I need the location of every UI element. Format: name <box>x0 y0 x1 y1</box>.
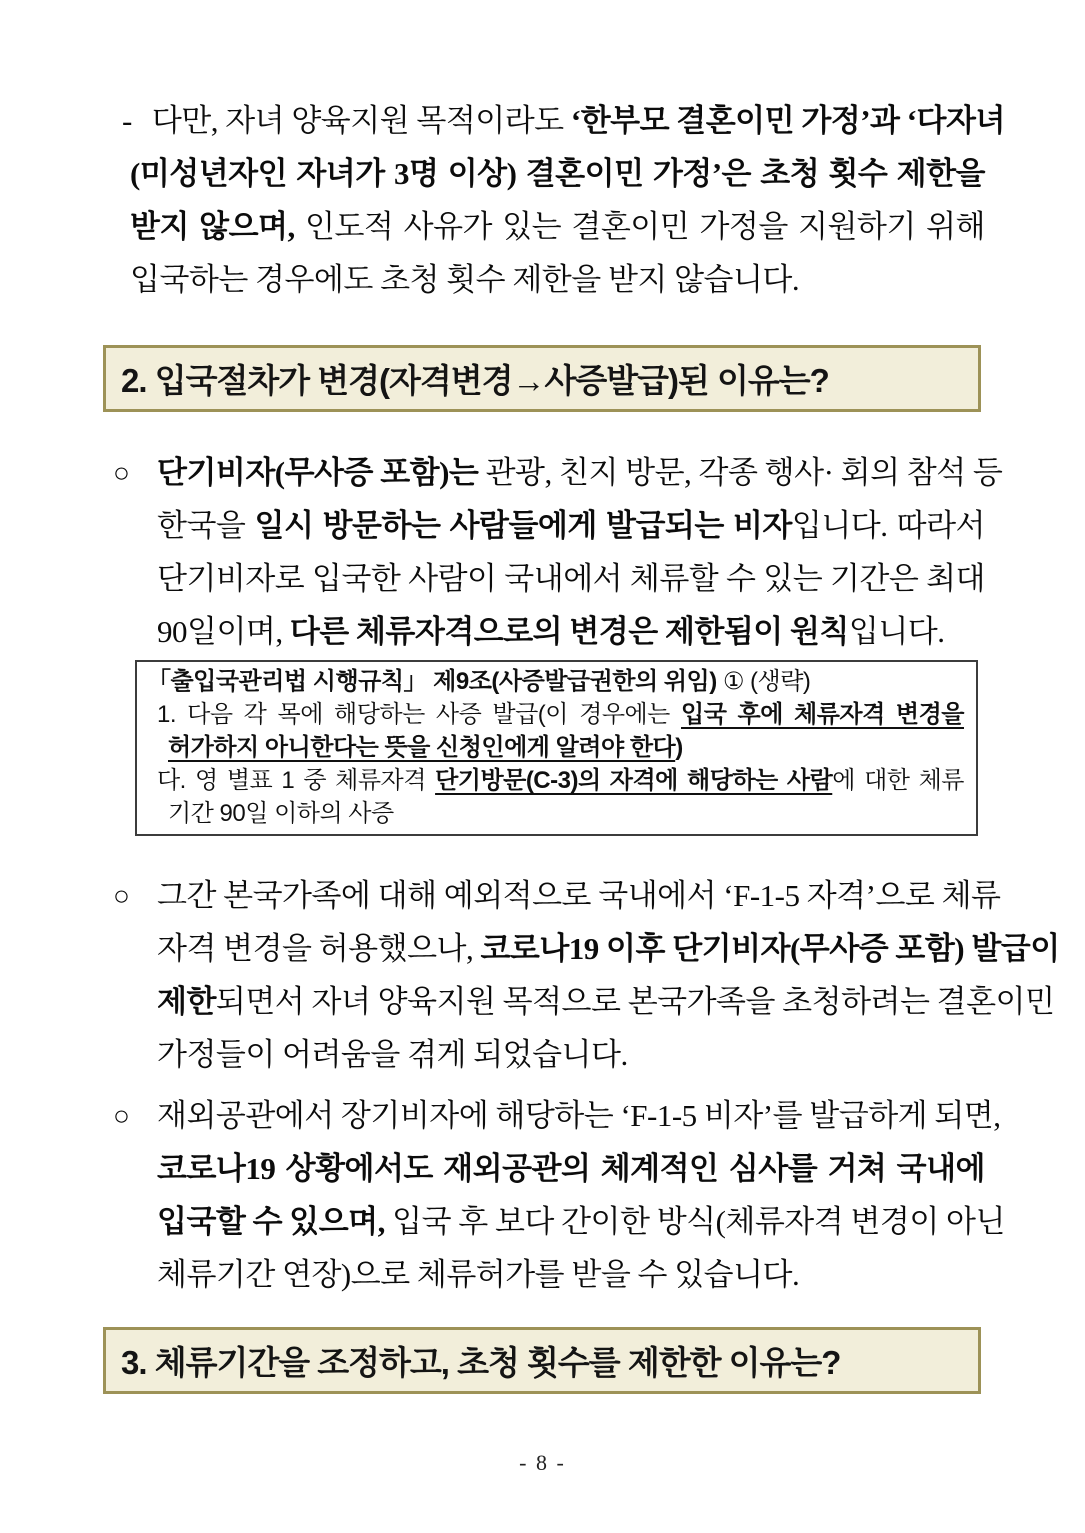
text-segment: 기간 90일 이하의 사증 <box>168 800 394 827</box>
text-segment: 단기비자로 입국한 사람이 국내에서 체류할 수 있는 기간은 최대 <box>157 561 985 596</box>
dash-bullet: - <box>122 103 132 138</box>
text-segment: ‘한부모 결혼이민 가정’과 ‘다자녀 <box>570 103 1005 138</box>
law-line <box>145 797 964 830</box>
question-heading-3-label: 3. 체류기간을 조정하고, 초청 횟수를 제한한 이유는? <box>121 1344 841 1381</box>
paragraph-f15-status-change <box>113 869 1060 1081</box>
text-segment: 입국하는 경우에도 초청 횟수 제한을 받지 않습니다. <box>130 262 800 297</box>
text-segment: 단기방문(C-3)의 자격에 해당하는 사람 <box>435 767 833 794</box>
law-line <box>145 731 964 764</box>
text-segment: 체류기간 연장)으로 체류허가를 받을 수 있습니다. <box>157 1257 800 1292</box>
page-number: - 8 - <box>519 1450 566 1475</box>
text-line <box>157 1142 985 1195</box>
paragraph-f15-visa-issuance <box>113 1089 1005 1301</box>
text-segment: 입국할 수 있으며, <box>157 1204 385 1239</box>
text-segment: 관광, 친지 방문, 각종 행사· 회의 참석 등 <box>478 455 1003 490</box>
text-line <box>157 552 985 605</box>
circle-bullet: ○ <box>113 458 130 489</box>
text-segment: 인도적 사유가 있는 결혼이민 가정을 지원하기 위해 <box>294 209 985 244</box>
text-line <box>157 922 1060 975</box>
text-segment: 입니다. 따라서 <box>791 508 985 543</box>
text-segment: 90일이며, <box>157 614 290 649</box>
circle-bullet: ○ <box>113 881 130 912</box>
circle-bullet: ○ <box>113 1101 130 1132</box>
text-line <box>157 1028 985 1081</box>
text-segment: 1. 다음 각 목에 해당하는 사증 발급(이 경우에는 <box>157 701 682 728</box>
text-segment: 다른 체류자격으로의 변경은 제한됨이 원칙 <box>289 614 849 649</box>
text-segment: 한국을 <box>157 508 255 543</box>
text-line <box>157 605 985 658</box>
text-segment: (미성년자인 자녀가 3명 이상) 결혼이민 가정’은 초청 횟수 제한을 <box>130 156 985 191</box>
text-segment: 받지 않으며, <box>130 209 295 244</box>
text-line <box>157 446 1003 499</box>
text-segment: 입국 후 보다 간이한 방식(체류자격 변경이 아닌 <box>384 1204 1005 1239</box>
text-line <box>157 1089 1001 1142</box>
text-segment: 코로나19 상황에서도 재외공관의 체계적인 심사를 거쳐 국내에 <box>157 1151 985 1186</box>
law-line <box>145 764 964 797</box>
text-segment: 되면서 자녀 양육지원 목적으로 본국가족을 초청하려는 결혼이민 <box>215 984 1055 1019</box>
text-line <box>122 253 985 306</box>
text-line <box>122 147 985 200</box>
text-segment: 에 대한 체류 <box>832 767 964 794</box>
text-segment: 자격 변경을 허용했으나, <box>157 931 481 966</box>
question-heading-2 <box>103 345 981 412</box>
text-segment: ① (생략) <box>716 668 811 695</box>
text-line <box>122 200 985 253</box>
text-segment: 가정들이 어려움을 겪게 되었습니다. <box>157 1037 628 1072</box>
text-line <box>157 1195 1005 1248</box>
text-segment: 그간 본국가족에 대해 예외적으로 국내에서 ‘F-1-5 자격’으로 체류 <box>157 878 1001 913</box>
text-line <box>157 975 1055 1028</box>
law-line <box>145 698 964 731</box>
text-segment: 재외공관에서 장기비자에 해당하는 ‘F-1-5 비자’를 발급하게 되면, <box>157 1098 1001 1133</box>
text-segment: 제한 <box>157 984 216 1019</box>
text-segment: 허가하지 아니한다는 뜻을 신청인에게 알려야 한다 <box>168 734 676 761</box>
paragraph-exception-families <box>122 94 1005 306</box>
text-segment: 입니다. <box>848 614 945 649</box>
text-line <box>157 1248 985 1301</box>
text-segment: 다. 영 별표 1 중 체류자격 <box>157 767 436 794</box>
text-segment: ) <box>675 734 683 761</box>
text-line <box>157 869 1001 922</box>
question-heading-2-label: 2. 입국절차가 변경(자격변경→사증발급)된 이유는? <box>121 362 829 399</box>
text-segment: 코로나19 이후 단기비자(무사증 포함) 발급이 <box>480 931 1060 966</box>
law-line <box>145 665 964 698</box>
text-segment: 「출입국관리법 시행규칙」 제9조(사증발급권한의 위임) <box>147 668 717 695</box>
text-line <box>122 94 1005 147</box>
text-line <box>157 499 985 552</box>
text-segment: 일시 방문하는 사람들에게 발급되는 비자 <box>254 508 792 543</box>
paragraph-short-term-visa <box>113 446 1003 658</box>
law-excerpt-box <box>135 660 978 836</box>
text-segment: 다만, 자녀 양육지원 목적이라도 <box>151 103 571 138</box>
text-segment: 단기비자(무사증 포함)는 <box>157 455 479 490</box>
text-segment: 입국 후에 체류자격 변경을 <box>681 701 964 728</box>
question-heading-3 <box>103 1327 981 1394</box>
